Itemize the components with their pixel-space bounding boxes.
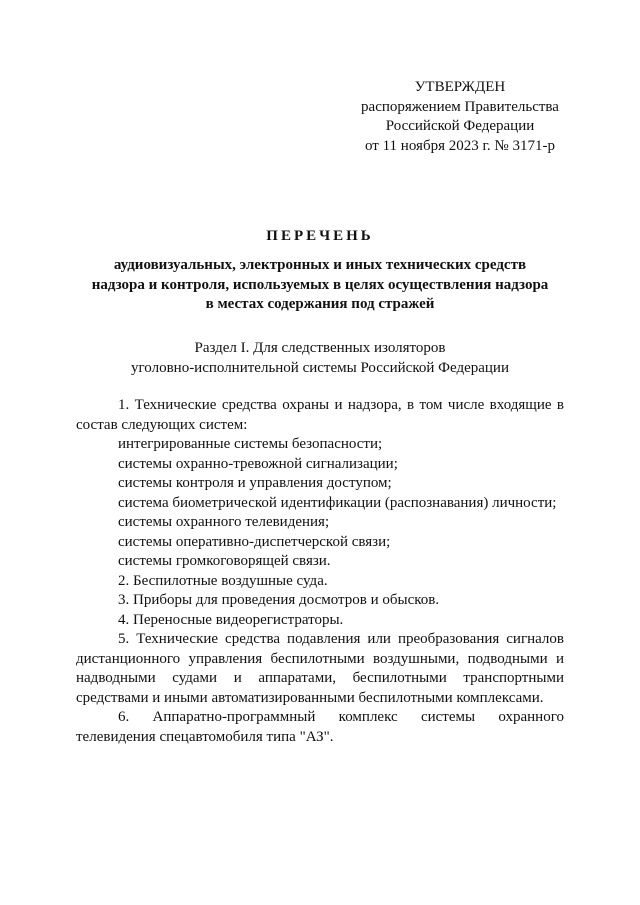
- section-heading: [0, 339, 640, 378]
- document-title: ПЕРЕЧЕНЬ: [266, 228, 374, 244]
- approval-decree: распоряжением Правительства: [361, 98, 559, 115]
- sub-list-item: системы громкоговорящей связи.: [118, 553, 331, 569]
- sub-list-item: системы оперативно-диспетчерской связи;: [118, 533, 391, 550]
- list-item-4: 4. Переносные видеорегистраторы.: [118, 611, 344, 628]
- sub-list-item: система биометрической идентификации (распознавания) личности;: [118, 494, 557, 511]
- list-item-6: 6. Аппаратно-программный комплекс системы охранного телевидения спецавтомобиля типа "АЗ".: [76, 709, 564, 745]
- sub-list-item: системы охранно-тревожной сигнализации;: [118, 455, 398, 472]
- sub-list-item: системы охранного телевидения;: [118, 514, 330, 530]
- section-heading-line: уголовно-исполнительной системы Российской Федерации: [131, 359, 509, 376]
- subtitle-line: аудиовизуальных, электронных и иных технических средств: [113, 257, 527, 273]
- list-item-3: 3. Приборы для проведения досмотров и обысков.: [118, 592, 440, 608]
- approval-date-number: от 11 ноября 2023 г. № 3171-р: [365, 137, 555, 154]
- list-item-2: 2. Беспилотные воздушные суда.: [118, 572, 328, 589]
- section-heading-line: Раздел I. Для следственных изоляторов: [194, 340, 446, 356]
- list-item-5: 5. Технические средства подавления или преобразования сигналов дистанционного управления беспилотными воздушными, подводными и надводными судами и аппаратами, беспилотными транспортными средствами и иными автоматизированными беспилотными комплексами.: [76, 631, 564, 706]
- subtitle-line: надзора и контроля, используемых в целях осуществления надзора: [91, 276, 549, 293]
- document-body: [76, 396, 564, 747]
- list-item-1: 1. Технические средства охраны и надзора, в том числе входящие в состав следующих систем:: [76, 397, 564, 433]
- subtitle-line: в местах содержания под стражей: [205, 296, 435, 312]
- document-subtitle: [60, 256, 580, 315]
- approval-authority: Российской Федерации: [385, 118, 535, 134]
- approval-heading: УТВЕРЖДЕН: [414, 79, 506, 95]
- approval-block: [330, 78, 590, 156]
- sub-list-item: интегрированные системы безопасности;: [118, 436, 383, 452]
- sub-list-item: системы контроля и управления доступом;: [118, 475, 392, 491]
